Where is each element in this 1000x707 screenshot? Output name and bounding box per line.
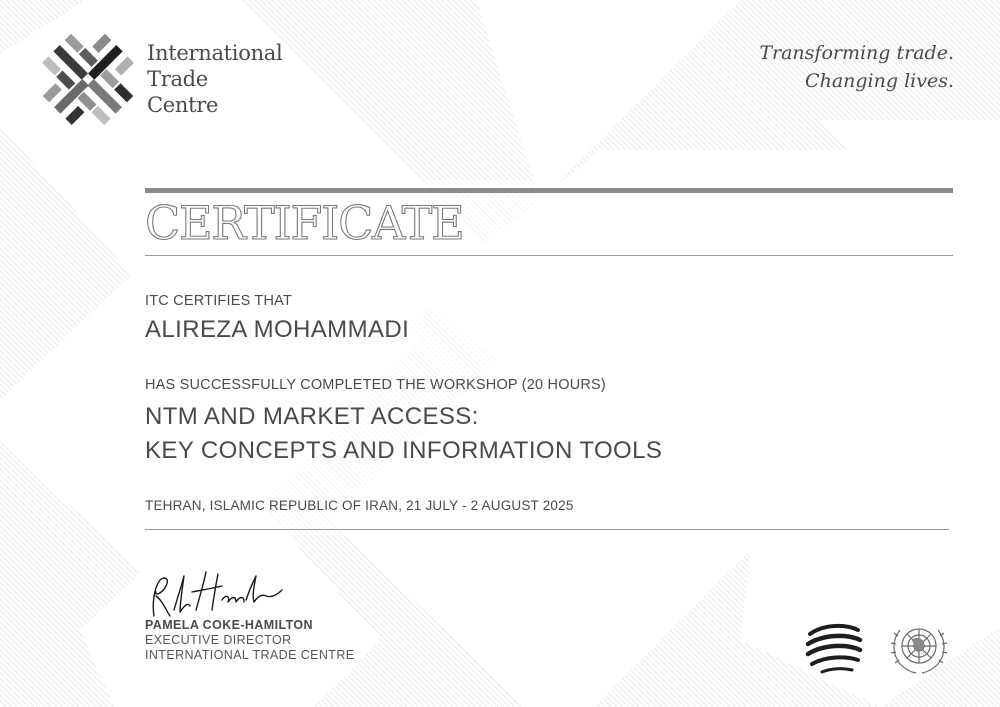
title-bottom-rule (145, 255, 953, 256)
handwritten-signature (144, 566, 284, 621)
itc-logo-icon (42, 30, 134, 128)
un-emblem-icon (886, 618, 952, 676)
signatory-organization: INTERNATIONAL TRADE CENTRE (145, 648, 355, 662)
org-name-line-3: Centre (147, 93, 219, 117)
content-bottom-rule (145, 529, 949, 530)
certifies-label: ITC CERTIFIES THAT (145, 293, 292, 309)
certificate-title: CERTIFICATE (145, 196, 464, 250)
recipient-name: ALIREZA MOHAMMADI (145, 316, 410, 343)
wto-logo-icon (804, 620, 864, 676)
signatory-role: EXECUTIVE DIRECTOR (145, 633, 292, 647)
completion-label: HAS SUCCESSFULLY COMPLETED THE WORKSHOP (20 HOURS) (145, 377, 606, 393)
location-dates: TEHRAN, ISLAMIC REPUBLIC OF IRAN, 21 JULY - 2 AUGUST 2025 (145, 498, 574, 513)
org-name-line-1: International (147, 41, 283, 65)
tagline-line-1: Transforming trade. (759, 42, 954, 64)
workshop-title-line-1: NTM AND MARKET ACCESS: (145, 403, 479, 430)
title-top-bar (145, 188, 953, 193)
org-name-line-2: Trade (147, 67, 208, 91)
tagline-line-2: Changing lives. (805, 70, 954, 92)
signatory-name: PAMELA COKE-HAMILTON (145, 618, 313, 632)
workshop-title-line-2: KEY CONCEPTS AND INFORMATION TOOLS (145, 437, 663, 464)
